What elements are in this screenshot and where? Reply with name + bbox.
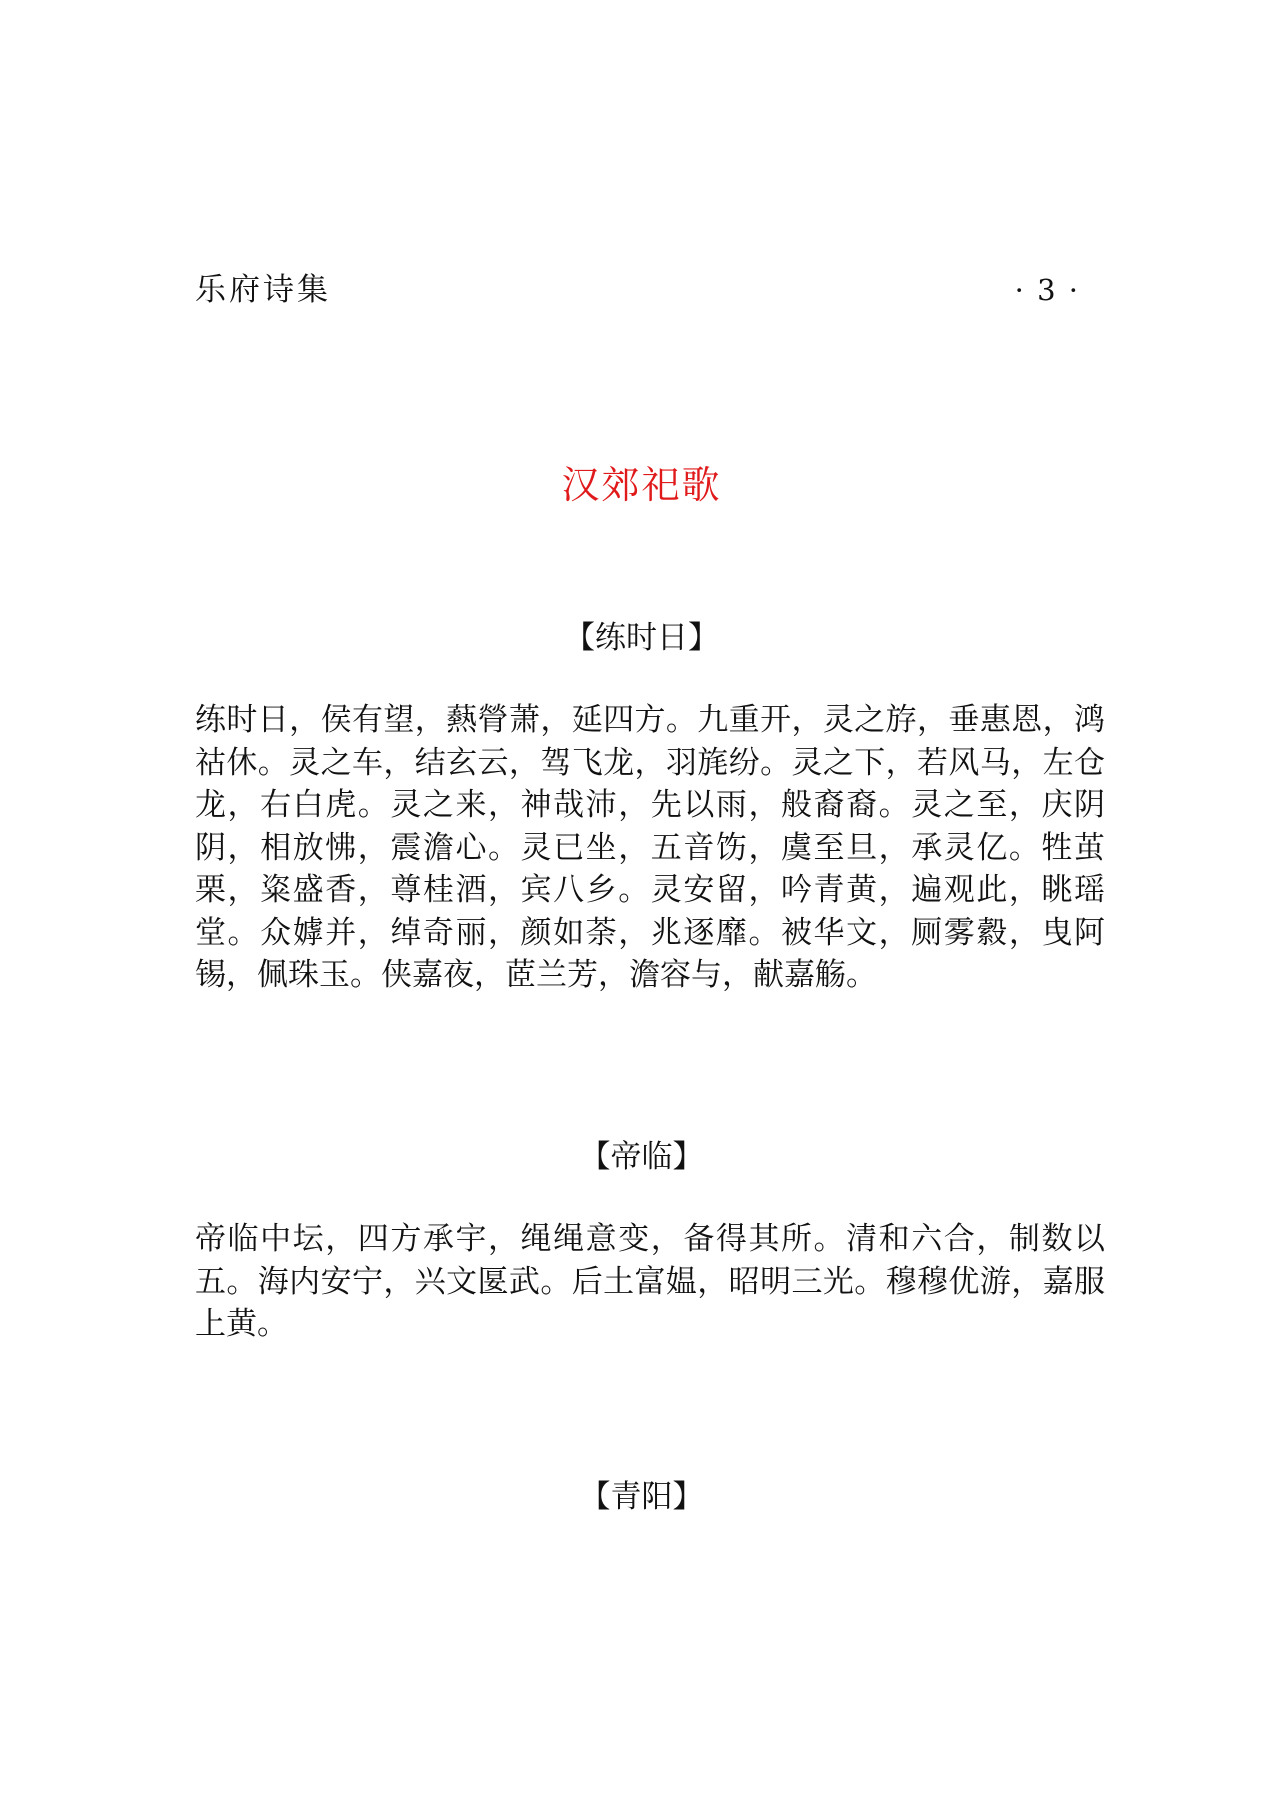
- section-heading-lianshiri: 【练时日】: [564, 620, 719, 656]
- page-number: · 3 ·: [1014, 273, 1080, 307]
- poem-body-dilin: 帝临中坛，四方承宇，绳绳意变，备得其所。清和六合，制数以五。海内安宁，兴文匽武。后土富媪，昭明三光。穆穆优游，嘉服上黄。: [195, 1221, 1105, 1342]
- poem-body-lianshiri: 练时日，侯有望，爇膋萧，延四方。九重开，灵之斿，垂惠恩，鸿祜休。灵之车，结玄云，驾飞龙，羽旄纷。灵之下，若风马，左仓龙，右白虎。灵之来，神哉沛，先以雨，般裔裔。灵之至，庆阴阴，相放怫，震澹心。灵已坐，五音饬，虞至旦，承灵亿。牲茧栗，粢盛香，尊桂酒，宾八乡。灵安留，吟青黄，遍观此，眺瑶堂。众嫭并，绰奇丽，颜如荼，兆逐靡。被华文，厕雾縠，曳阿锡，佩珠玉。侠嘉夜，茝兰芳，澹容与，献嘉觞。: [195, 702, 1105, 993]
- section-heading-qingyang: 【青阳】: [579, 1479, 704, 1515]
- running-header-title: 乐府诗集: [195, 272, 331, 308]
- page-title: 汉郊祀歌: [561, 463, 722, 507]
- section-heading-dilin: 【帝临】: [579, 1139, 704, 1175]
